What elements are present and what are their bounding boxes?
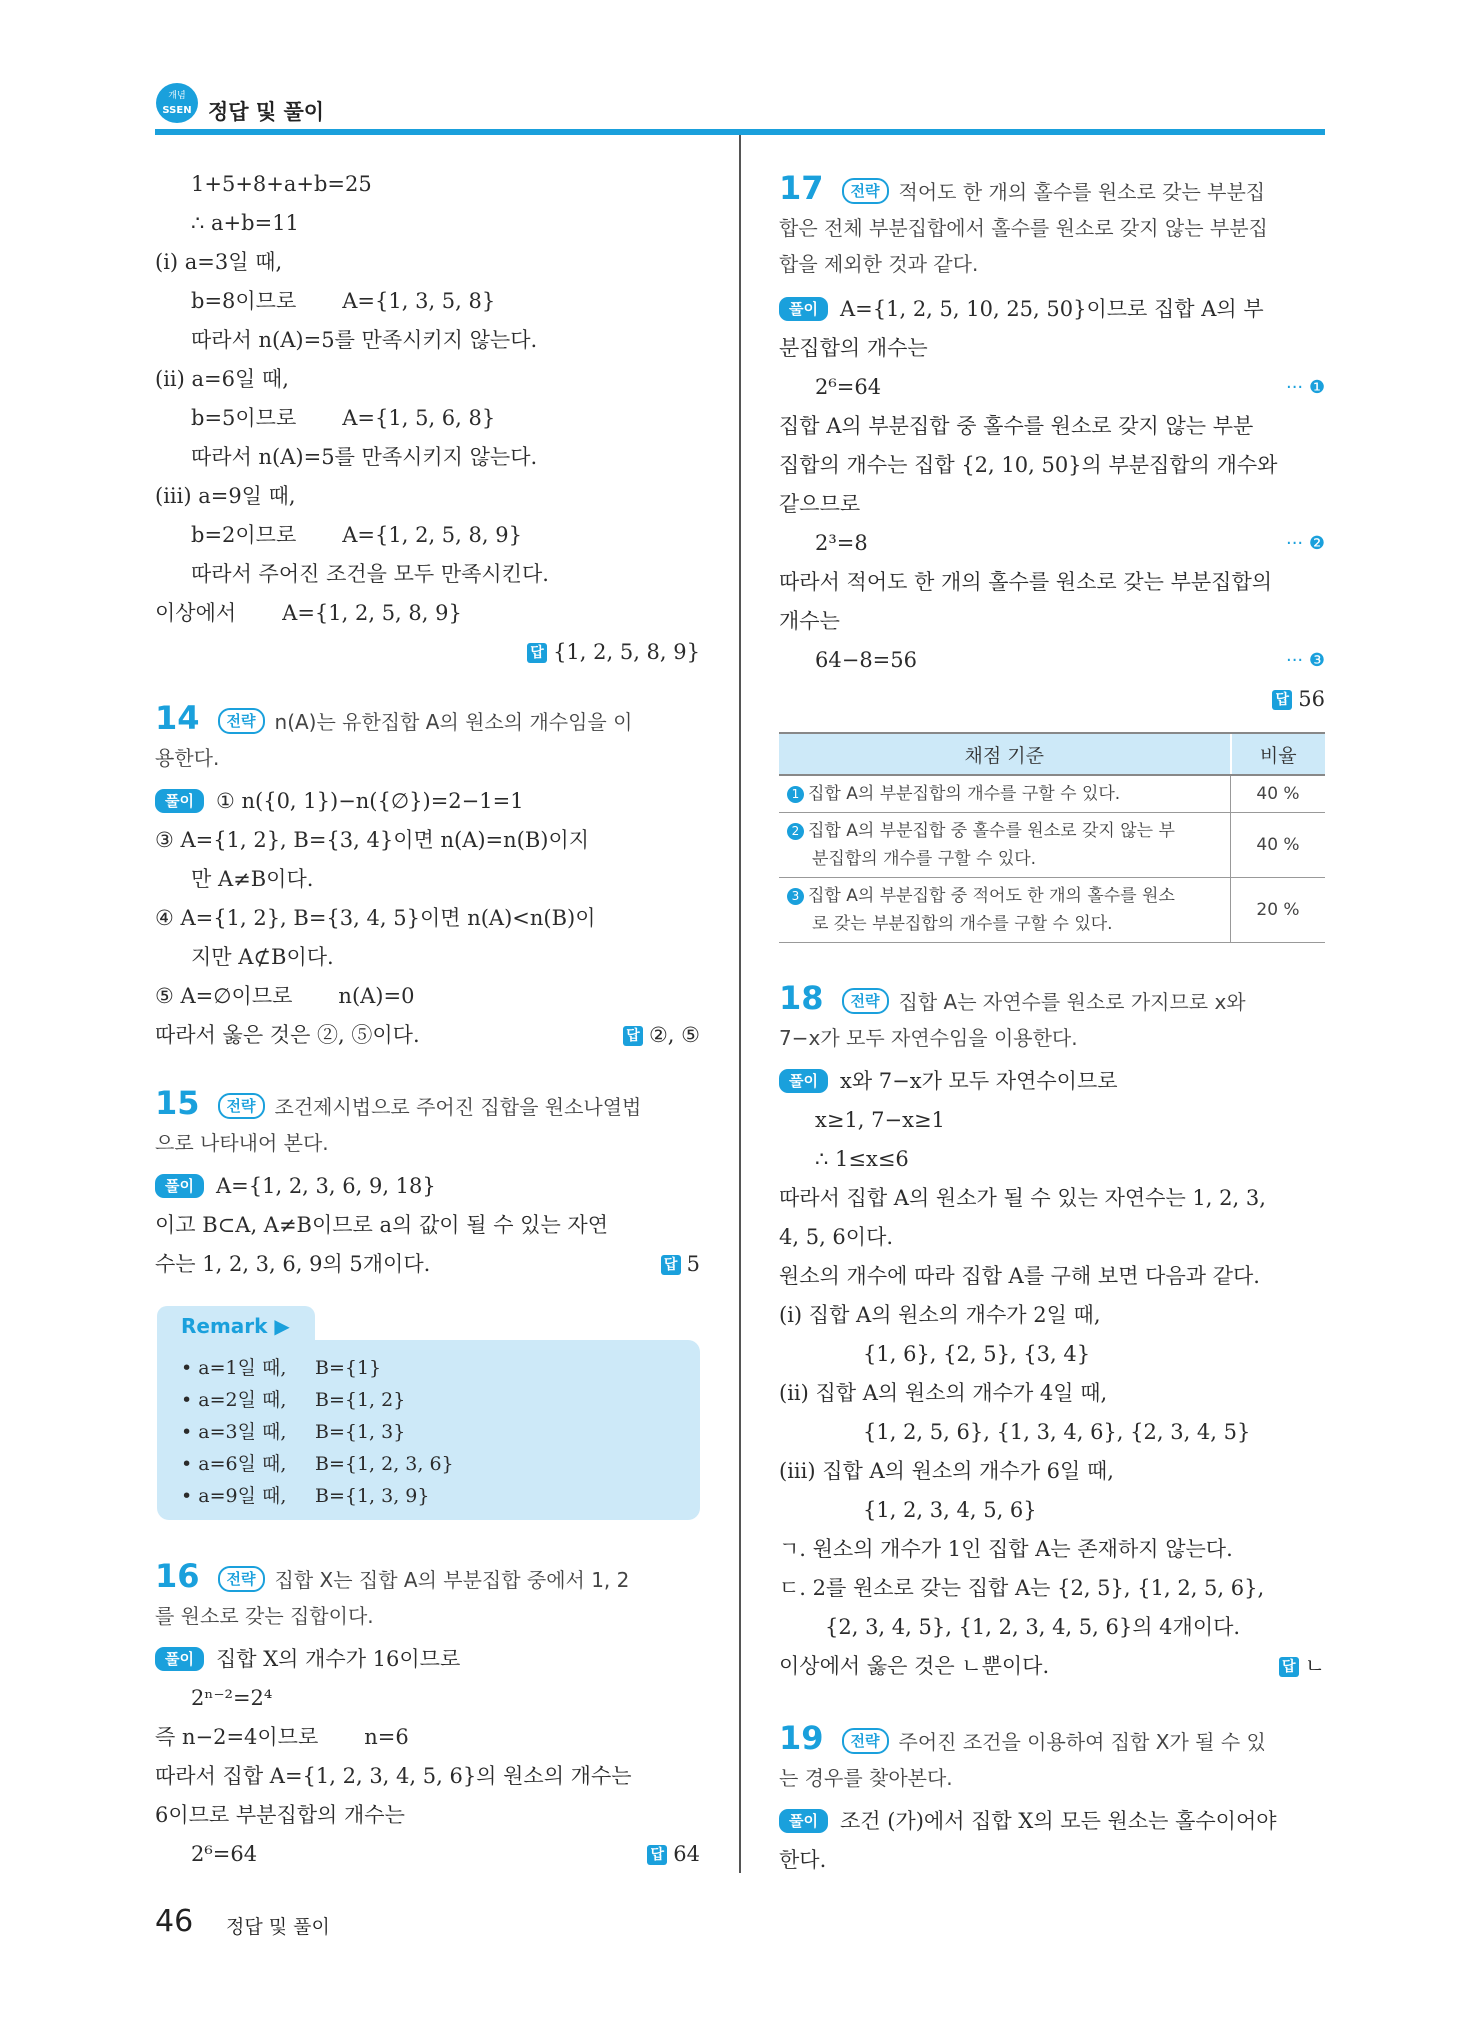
text: b=8이므로 [191, 289, 297, 313]
text-line: 따라서 주어진 조건을 모두 만족시킨다. [191, 562, 549, 586]
table-row [779, 813, 1325, 878]
question-19 [779, 1720, 1325, 1880]
text: A={1, 2, 5, 10, 25, 50}이므로 집합 A의 부 [839, 297, 1264, 321]
text: A={1, 2, 3, 6, 9, 18} [215, 1174, 436, 1198]
text-line: 이고 B⊂A, A≠B이므로 a의 값이 될 수 있는 자연 [155, 1213, 608, 1237]
solution-tag: 풀이 [155, 1174, 204, 1198]
remark-set: B={1, 2, 3, 6} [315, 1453, 454, 1475]
step-marker: ··· ❸ [1285, 650, 1325, 671]
strategy-tag: 전략 [218, 1093, 265, 1119]
text-line [155, 282, 700, 321]
remark-item [181, 1448, 454, 1480]
text-line: 6이므로 부분집합의 개수는 [155, 1803, 405, 1827]
question-18 [779, 980, 1325, 1686]
text-line: (i) 집합 A의 원소의 개수가 2일 때, [779, 1303, 1101, 1327]
math: n(A)=0 [338, 984, 415, 1008]
text: 수는 1, 2, 3, 6, 9의 5개이다. [155, 1252, 431, 1276]
answer-inline [623, 1016, 700, 1056]
strategy-tag: 전략 [842, 1728, 889, 1754]
text-line: 집합의 개수는 집합 {2, 10, 50}의 부분집합의 개수와 [779, 453, 1278, 477]
strategy-text: 집합 X는 집합 A의 부분집합 중에서 1, 2 [274, 1568, 630, 1592]
text-line: 1+5+8+a+b=25 [191, 172, 372, 196]
question-17-strategy [779, 170, 1325, 210]
text-line: (ii) 집합 A의 원소의 개수가 4일 때, [779, 1381, 1108, 1405]
remark-item [181, 1352, 381, 1384]
text: ⑤ A=∅이므로 [155, 984, 293, 1008]
text-line [155, 977, 700, 1016]
table-row [779, 775, 1325, 813]
text-line: (ii) a=6일 때, [155, 367, 289, 391]
text-line: ∴ a+b=11 [191, 211, 299, 235]
text-line [155, 399, 700, 438]
text-line [779, 368, 1325, 407]
number-badge: 1 [787, 786, 804, 803]
remark-cond: • a=9일 때, [181, 1485, 287, 1507]
text-line [779, 641, 1325, 680]
table-cell: 20 % [1231, 878, 1326, 943]
answer-value: 56 [1298, 687, 1325, 711]
math: 2⁶=64 [815, 375, 882, 399]
text-line [155, 782, 700, 821]
text-line: ③ A={1, 2}, B={3, 4}이면 n(A)=n(B)이지 [155, 828, 590, 852]
criterion-text: 집합 A의 부분집합의 개수를 구할 수 있다. [808, 784, 1121, 804]
step-marker: ··· ❷ [1285, 533, 1325, 554]
math: A={1, 3, 5, 8} [342, 289, 496, 313]
remark-set: B={1, 2} [315, 1389, 406, 1411]
answer-inline [647, 1835, 700, 1875]
header-title: 정답 및 풀이 [208, 100, 325, 124]
table-cell [779, 878, 1231, 943]
text-line: 같으므로 [779, 492, 861, 516]
footer-title: 정답 및 풀이 [226, 1916, 330, 1938]
text: ① n({0, 1})−n({∅})=2−1=1 [215, 789, 524, 813]
math: 2⁶=64 [191, 1842, 258, 1866]
remark-box [157, 1340, 700, 1520]
answer-tag: 답 [661, 1255, 681, 1275]
answer-line [155, 633, 700, 672]
remark-title: Remark ▶ [157, 1306, 315, 1344]
text-line: (iii) 집합 A의 원소의 개수가 6일 때, [779, 1459, 1114, 1483]
text-line: 4, 5, 6이다. [779, 1225, 894, 1249]
table-header-row [779, 733, 1325, 775]
table-cell: 40 % [1231, 775, 1326, 813]
question-number: 18 [779, 979, 824, 1017]
table-cell: 40 % [1231, 813, 1326, 878]
question-number: 14 [155, 699, 200, 737]
question-16 [155, 1558, 700, 1874]
text-line [155, 1640, 700, 1679]
table-header: 채점 기준 [779, 733, 1231, 775]
answer-value: {1, 2, 5, 8, 9} [553, 640, 700, 664]
strategy-tag: 전략 [842, 178, 889, 204]
answer-tag: 답 [623, 1026, 643, 1046]
strategy-text: 용한다. [155, 746, 220, 770]
math: A={1, 2, 5, 8, 9} [282, 601, 462, 625]
remark-set: B={1} [315, 1357, 382, 1379]
text: 이상에서 [155, 601, 237, 625]
text: 따라서 옳은 것은 ②, ⑤이다. [155, 1023, 420, 1047]
remark-set: B={1, 3} [315, 1421, 406, 1443]
table-cell [779, 813, 1231, 878]
text-line [779, 524, 1325, 563]
text: x와 7−x가 모두 자연수이므로 [839, 1069, 1118, 1093]
question-number: 16 [155, 1557, 200, 1595]
text-line: 따라서 집합 A={1, 2, 3, 4, 5, 6}의 원소의 개수는 [155, 1764, 632, 1788]
text-line: ㄱ. 원소의 개수가 1인 집합 A는 존재하지 않는다. [779, 1537, 1233, 1561]
text-line [779, 1062, 1325, 1101]
math: n=6 [364, 1725, 409, 1749]
question-number: 15 [155, 1084, 200, 1122]
answer-tag: 답 [1279, 1657, 1299, 1677]
strategy-text: 조건제시법으로 주어진 집합을 원소나열법 [274, 1095, 642, 1119]
text-line [779, 290, 1325, 329]
remark-item [181, 1480, 429, 1512]
solution-tag: 풀이 [155, 789, 204, 813]
strategy-text: 적어도 한 개의 홀수를 원소로 갖는 부분집 [898, 180, 1266, 204]
remark-item [181, 1384, 405, 1416]
strategy-text: 합은 전체 부분집합에서 홀수를 원소로 갖지 않는 부분집 [779, 216, 1268, 240]
text-line: 원소의 개수에 따라 집합 A를 구해 보면 다음과 같다. [779, 1264, 1260, 1288]
logo-top-text: 개념 [168, 91, 186, 101]
solution-tag: 풀이 [779, 297, 828, 321]
remark-cond: • a=6일 때, [181, 1453, 287, 1475]
solution-tag: 풀이 [779, 1809, 828, 1833]
solution-tag: 풀이 [779, 1069, 828, 1093]
text-line: 따라서 집합 A의 원소가 될 수 있는 자연수는 1, 2, 3, [779, 1186, 1266, 1210]
question-number: 17 [779, 169, 824, 207]
strategy-text: 를 원소로 갖는 집합이다. [155, 1604, 374, 1628]
strategy-text: 주어진 조건을 이용하여 집합 X가 될 수 있 [898, 1730, 1266, 1754]
question-19-strategy [779, 1720, 1325, 1760]
answer-inline [1279, 1647, 1325, 1687]
number-badge: 2 [787, 823, 804, 840]
strategy-text: 집합 A는 자연수를 원소로 가지므로 x와 [898, 990, 1246, 1014]
math: A={1, 5, 6, 8} [342, 406, 496, 430]
text-line: 분집합의 개수는 [779, 336, 928, 360]
text-line: 집합 A의 부분집합 중 홀수를 원소로 갖지 않는 부분 [779, 414, 1254, 438]
question-18-strategy [779, 980, 1325, 1020]
strategy-tag: 전략 [218, 708, 265, 734]
table-row [779, 878, 1325, 943]
remark-cond: • a=3일 때, [181, 1421, 287, 1443]
logo-bottom-text: SSEN [162, 105, 192, 116]
text-line: {1, 2, 5, 6}, {1, 3, 4, 6}, {2, 3, 4, 5} [863, 1420, 1251, 1444]
strategy-text: 으로 나타내어 본다. [155, 1131, 329, 1155]
text-line: {1, 6}, {2, 5}, {3, 4} [863, 1342, 1091, 1366]
text-line: 따라서 n(A)=5를 만족시키지 않는다. [191, 445, 538, 469]
answer-value: 5 [686, 1252, 700, 1276]
text-line: 지만 A⊄B이다. [191, 945, 334, 969]
math: 2³=8 [815, 531, 868, 555]
text-line: ∴ 1≤x≤6 [815, 1147, 909, 1171]
answer-line [779, 680, 1325, 719]
remark-cond: • a=1일 때, [181, 1357, 287, 1379]
text-line: x≥1, 7−x≥1 [815, 1108, 945, 1132]
text-line [155, 1245, 700, 1284]
text-line: 개수는 [779, 609, 840, 633]
text-line: (iii) a=9일 때, [155, 484, 296, 508]
answer-value: 64 [673, 1842, 700, 1866]
text: 이상에서 옳은 것은 ㄴ뿐이다. [779, 1654, 1050, 1678]
scoring-table [779, 732, 1325, 943]
left-column [155, 165, 700, 1284]
strategy-text: n(A)는 유한집합 A의 원소의 개수임을 이 [274, 710, 633, 734]
criterion-text: 집합 A의 부분집합 중 홀수를 원소로 갖지 않는 부 [808, 821, 1175, 841]
text-line [779, 1802, 1325, 1841]
strategy-tag: 전략 [842, 988, 889, 1014]
remark-cond: • a=2일 때, [181, 1389, 287, 1411]
answer-value: ㄴ [1304, 1654, 1325, 1678]
question-number: 19 [779, 1719, 824, 1757]
table-header: 비율 [1231, 733, 1326, 775]
number-badge: 3 [787, 888, 804, 905]
remark-set: B={1, 3, 9} [315, 1485, 430, 1507]
text-line: 한다. [779, 1848, 827, 1872]
question-16-strategy [155, 1558, 700, 1598]
text-line: 따라서 n(A)=5를 만족시키지 않는다. [191, 328, 538, 352]
text-line [779, 1647, 1325, 1686]
criterion-text: 분집합의 개수를 구할 수 있다. [812, 849, 1037, 869]
text-line: 2ⁿ⁻²=2⁴ [191, 1686, 273, 1710]
text-line [155, 1016, 700, 1055]
text-line: ㄷ. 2를 원소로 갖는 집합 A는 {2, 5}, {1, 2, 5, 6}, [779, 1576, 1265, 1600]
text-line [155, 594, 700, 633]
brand-logo [155, 82, 199, 124]
question-15-strategy [155, 1085, 700, 1125]
text-line [155, 1718, 700, 1757]
strategy-tag: 전략 [218, 1566, 265, 1592]
step-marker: ··· ❶ [1285, 377, 1325, 398]
text-line [155, 516, 700, 555]
criterion-text: 로 갖는 부분집합의 개수를 구할 수 있다. [812, 914, 1113, 934]
text-line: {2, 3, 4, 5}, {1, 2, 3, 4, 5, 6}의 4개이다. [825, 1615, 1241, 1639]
text-line [155, 1167, 700, 1206]
answer-tag: 답 [1272, 690, 1292, 710]
text-line: ④ A={1, 2}, B={3, 4, 5}이면 n(A)<n(B)이 [155, 906, 596, 930]
text: b=5이므로 [191, 406, 297, 430]
text: 집합 X의 개수가 16이므로 [215, 1647, 461, 1671]
text-line: (i) a=3일 때, [155, 250, 283, 274]
text-line: 만 A≠B이다. [191, 867, 314, 891]
answer-tag: 답 [647, 1845, 667, 1865]
text-line: 따라서 적어도 한 개의 홀수를 원소로 갖는 부분집합의 [779, 570, 1273, 594]
strategy-text: 는 경우를 찾아본다. [779, 1766, 953, 1790]
math: 64−8=56 [815, 648, 917, 672]
column-divider [739, 135, 741, 1873]
remark-item [181, 1416, 405, 1448]
text: b=2이므로 [191, 523, 297, 547]
answer-tag: 답 [527, 643, 547, 663]
strategy-text: 7−x가 모두 자연수임을 이용한다. [779, 1026, 1078, 1050]
math: A={1, 2, 5, 8, 9} [342, 523, 522, 547]
text-line [155, 1835, 700, 1874]
solution-tag: 풀이 [155, 1647, 204, 1671]
criterion-text: 집합 A의 부분집합 중 적어도 한 개의 홀수를 원소 [808, 886, 1175, 906]
strategy-text: 합을 제외한 것과 같다. [779, 252, 979, 276]
page-number: 46 [155, 1904, 194, 1939]
answer-value: ②, ⑤ [648, 1023, 700, 1047]
question-14-strategy [155, 700, 700, 740]
question-17 [779, 170, 1325, 719]
answer-inline [661, 1245, 700, 1285]
text: 조건 (가)에서 집합 X의 모든 원소는 홀수이어야 [839, 1809, 1277, 1833]
table-cell [779, 775, 1231, 813]
text: 즉 n−2=4이므로 [155, 1725, 319, 1749]
text-line: {1, 2, 3, 4, 5, 6} [863, 1498, 1037, 1522]
